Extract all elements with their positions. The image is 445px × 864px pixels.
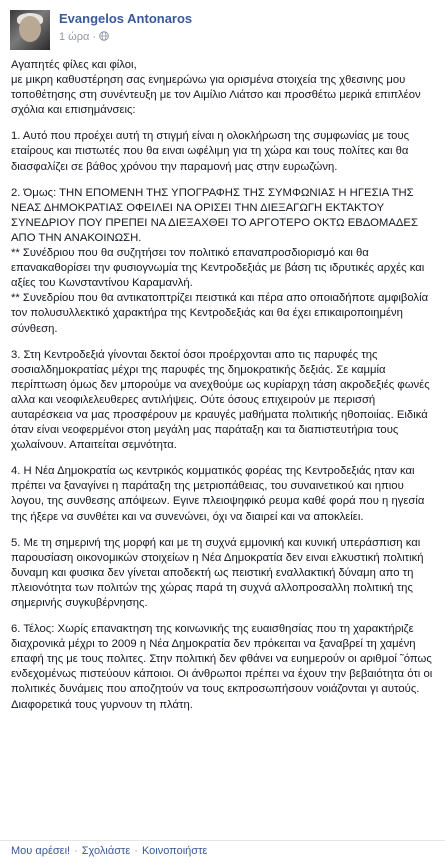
post-paragraph: 6. Τέλος: Χωρίς επανακτηση της κοινωνικής της ευαισθησίας που τη χαρακτήριζε διαχρονικά μέχρι το 2009 η Νέα Δημοκρατία δεν πρόκειται να ξαναβρεί τη χαμένη επαφή της με τους πολιτες. Στην πολιτική δεν φθάνει να ευημερούν οι αριθμοί ˜όπως ενδεχομένως πιστεύουν κάποιοι. Οι άνθρωποι πρέπει να έχουν την βεβαιότητα ότι οι πολιτικές δυνάμεις που αποζητούν να τους εκπροσωπήσουν νοιάζονται γι αυτούς. Διαφορετικά τους γυρνουν τη πλάτη. (11, 623, 433, 711)
post-header (10, 10, 430, 50)
post-paragraph: 5. Με τη σημερινή της μορφή και με τη συχνά εμμονική και κυνική υπεράσπιση και παρουσίαση οικονομικών στοιχείων η Νέα Δημοκρατία δεν ειναι ελκυστική πολιτική δυναμη και φυσικα δεν γίνεται αποδεκτή ως πειστική εναλλακτική δύναμη απο τη πλειονότητα των πολιτών της χώρας παρά τη συχνά αλλοπροσαλλη πολιτική της σημερινής συγκυβέρνησης. (11, 536, 424, 609)
avatar-face (19, 16, 41, 42)
post-footer (0, 840, 445, 864)
post-paragraph: 2. Όμως: ΤΗΝ ΕΠΟΜΕΝΗ ΤΗΣ ΥΠΟΓΡΑΦΗΣ ΤΗΣ ΣΥΜΦΩΝΙΑΣ Η ΗΓΕΣΙΑ ΤΗΣ ΝΕΑΣ ΔΗΜΟΚΡΑΤΙΑΣ ΟΦΕΙΛΕΙ ΝΑ ΟΡΙΣΕΙ ΤΗΝ ΔΙΕΞΑΓΩΓΗ ΕΚΤΑΚΤΟΥ ΣΥΝΕΔΡΙΟΥ ΠΟΥ ΠΡΕΠΕΙ ΝΑ ΔΙΕΞΑΧΘΕΙ ΤΟ ΑΡΓΟΤΕΡΟ ΟΚΤΩ ΕΒΔΟΜΑΔΕΣ ΑΠΟ ΤΗΝ ΑΝΑΚΟΙΝΩΣΗ. ** Συνέδριου που θα συζητήσει τον πολιτικό επαναπροσδιορισμό και θα επανακαθορίσει την φυσιογνωμία της Κεντροδεξιάς με βάση τις ιδρυτικές αρχές και αξίες του Κωνσταντίνου Καραμανλή. ** Συνεδρίου που θα αντικατοπτρίζει πειστικά και πέρα απο οποιαδήποτε αμφιβολία τον πολυσυλλεκτικό χαρακτήρα της Κεντροδεξιάς και θα έχει επικαιροποιημένη σύνθεση. (11, 186, 429, 335)
post-time[interactable]: 1 ώρα (59, 31, 90, 43)
like-link[interactable]: Μου αρέσει! (11, 845, 71, 857)
post-paragraph: Αγαπητές φίλες και φίλοι, με μικρη καθυστέρηση σας ενημερώνω για ορισμένα στοιχεία της χθεσινης μου τοποθέτησης στη συνέντευξη με τον Αιμίλιο Λιάτσο και προσθέτω μερικά επιπλέον σχόλια και επισημάνσεις: (11, 59, 421, 117)
post-actions (11, 845, 207, 857)
action-separator: · (134, 845, 138, 857)
globe-icon[interactable] (99, 31, 109, 41)
comment-link[interactable]: Σχολιάστε (81, 845, 131, 857)
action-separator: · (74, 845, 78, 857)
post-paragraph: 4. Η Νέα Δημοκρατία ως κεντρικός κομματικός φορέας της Κεντροδεξιάς ηταν και πρέπει να ξαναγίνει η παράταξη της μετριοπάθειας, του συναινετικού και ηπιου λογου, της συνθεσης απόψεων. Εγινε πλειοψηφικό ρευμα καθέ φορά που η ηγεσία της ήξερε να συνθέτει και να συνενώνει, όχι να διαιρεί και να αποκλείει. (11, 465, 425, 523)
post-paragraph: 3. Στη Κεντροδεξιά γίνονται δεκτοί όσοι προέρχονται απο τις παρυφές της σοσιαλδημοκρατίας μέχρι της παρυφές της δημοκρατικής δεξιάς. Σε καμμία περίπτωση όμως δεν μπορούμε να ανεχθούμε ως κυρίαρχη τάση ακροδεξιές φωνές αλλα και νεοφιλελευθερες αντιλήψεις. Ούτε όσους επιχειρούν με περισσή αυταρέσκεια να μας προσφέρουν με κραυγές μαθήματα πολιτικής ηθοποιίας. Ειδικά όταν είναι νεοφερμένοι στοη μεγάλη μας παράταξη και τα διαπιστευτήρια τους χωλαίνουν. Απαιτείται σεμνότητα. (11, 348, 430, 452)
post-body (11, 58, 436, 724)
post-meta (59, 31, 109, 43)
share-link[interactable]: Κοινοποιήστε (141, 845, 208, 857)
avatar[interactable] (10, 10, 50, 50)
post-paragraph: 1. Αυτό που προέχει αυτή τη στιγμή είναι η ολοκλήρωση της συμφωνίας με τους εταίρους και πιστωτές που θα ειναι ωφέλιμη για τη χώρα και τους πολίτες και θα διασφαλίζει σε βάθος χρόνου την παραμονή μας στην ευρωζώνη. (11, 130, 410, 173)
author-name[interactable]: Evangelos Antonaros (59, 11, 193, 26)
meta-separator: · (92, 31, 97, 43)
